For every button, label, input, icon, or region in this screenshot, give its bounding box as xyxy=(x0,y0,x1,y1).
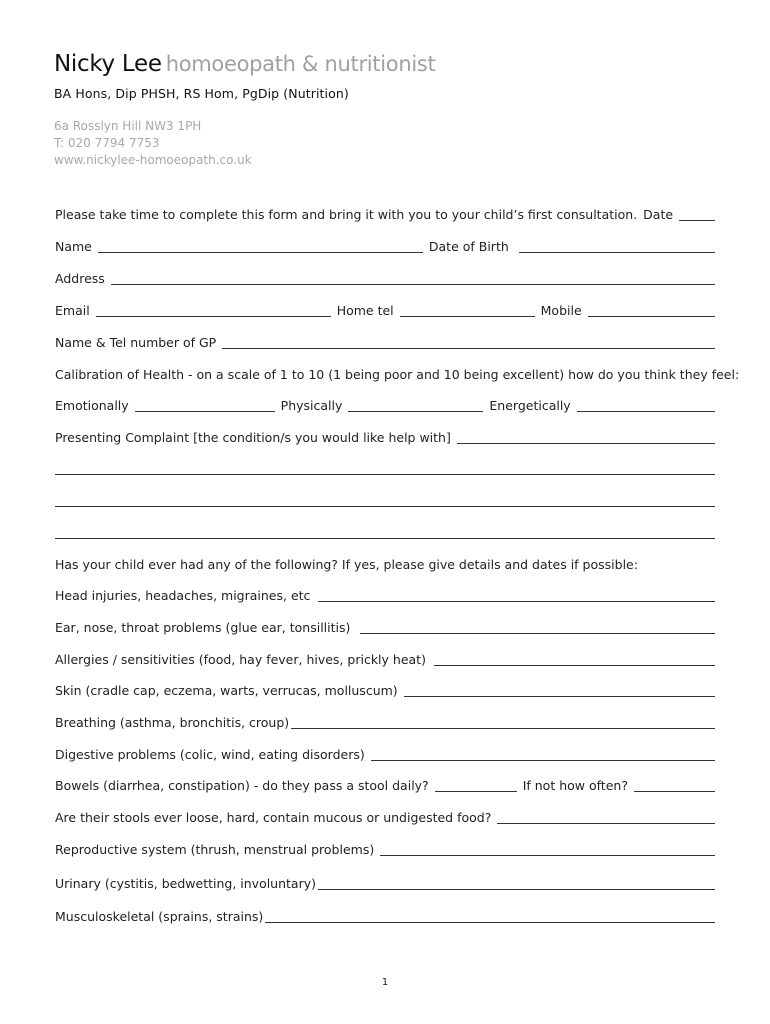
gp-field[interactable] xyxy=(222,336,715,349)
head-field[interactable] xyxy=(318,589,715,602)
form-intro: Please take time to complete this form and bring it with you to your child’s first consultation. xyxy=(55,207,638,222)
practice-telephone: T: 020 7794 7753 xyxy=(54,136,160,150)
skin-row xyxy=(55,683,715,699)
energetically-field[interactable] xyxy=(577,399,715,412)
digestive-field[interactable] xyxy=(371,748,715,761)
date-label: Date xyxy=(643,207,674,222)
stools-field[interactable] xyxy=(497,811,715,824)
complaint-field[interactable] xyxy=(457,431,715,444)
physically-label: Physically xyxy=(280,398,343,413)
complaint-line-2 xyxy=(55,462,715,477)
energetically-label: Energetically xyxy=(489,398,571,413)
digestive-row xyxy=(55,747,715,763)
urinary-field[interactable] xyxy=(318,877,715,890)
ent-field[interactable] xyxy=(360,621,715,634)
address-label: Address xyxy=(55,271,105,286)
qualifications: BA Hons, Dip PHSH, RS Hom, PgDip (Nutrition) xyxy=(54,86,349,101)
dob-field[interactable] xyxy=(519,240,715,253)
practitioner-profession: homoeopath & nutritionist xyxy=(165,52,436,76)
mobile-field[interactable] xyxy=(588,304,715,317)
letterhead xyxy=(54,48,435,169)
physically-field[interactable] xyxy=(348,399,483,412)
page-number: 1 xyxy=(381,977,389,988)
emotionally-label: Emotionally xyxy=(55,398,129,413)
calibration-text: Calibration of Health - on a scale of 1 to 10 (1 being poor and 10 being excellent) how do you think they feel: xyxy=(55,367,740,382)
complaint-field-4[interactable] xyxy=(55,526,715,539)
digestive-label: Digestive problems (colic, wind, eating disorders) xyxy=(55,747,365,762)
history-intro: Has your child ever had any of the following? If yes, please give details and dates if possible: xyxy=(55,557,638,572)
name-field[interactable] xyxy=(98,240,423,253)
urinary-row xyxy=(55,876,715,892)
bowels-row xyxy=(55,778,715,794)
complaint-line-3 xyxy=(55,494,715,509)
breathing-row xyxy=(55,715,715,731)
mobile-label: Mobile xyxy=(540,303,582,318)
reproductive-label: Reproductive system (thrush, menstrual problems) xyxy=(55,842,375,857)
home-tel-field[interactable] xyxy=(400,304,535,317)
contact-row xyxy=(55,303,715,319)
practice-website: www.nickylee-homoeopath.co.uk xyxy=(54,153,252,167)
breathing-label: Breathing (asthma, bronchitis, croup) xyxy=(55,715,290,730)
complaint-field-3[interactable] xyxy=(55,494,715,507)
letterhead-title xyxy=(54,48,435,82)
emotionally-field[interactable] xyxy=(135,399,275,412)
how-often-field[interactable] xyxy=(634,779,715,792)
allergies-field[interactable] xyxy=(434,653,715,666)
address-row xyxy=(55,271,715,287)
skin-field[interactable] xyxy=(404,684,715,697)
history-intro-row xyxy=(55,557,715,573)
contact-details xyxy=(54,118,435,169)
musculo-label: Musculoskeletal (sprains, strains) xyxy=(55,909,264,924)
email-label: Email xyxy=(55,303,90,318)
home-tel-label: Home tel xyxy=(336,303,394,318)
intro-row xyxy=(55,207,715,223)
dob-label: Date of Birth xyxy=(428,239,509,254)
date-field[interactable] xyxy=(679,208,715,221)
complaint-line-4 xyxy=(55,526,715,541)
gp-row xyxy=(55,335,715,351)
practice-address: 6a Rosslyn Hill NW3 1PH xyxy=(54,119,202,133)
musculo-row xyxy=(55,909,715,925)
health-scale-row xyxy=(55,398,715,414)
calibration-row xyxy=(55,367,740,383)
head-label: Head injuries, headaches, migraines, etc xyxy=(55,588,311,603)
skin-label: Skin (cradle cap, eczema, warts, verrucas, molluscum) xyxy=(55,683,398,698)
name-label: Name xyxy=(55,239,92,254)
reproductive-row xyxy=(55,842,715,858)
practitioner-name: Nicky Lee xyxy=(54,51,162,77)
allergies-row xyxy=(55,652,715,668)
how-often-label: If not how often? xyxy=(522,778,628,793)
musculo-field[interactable] xyxy=(265,910,715,923)
complaint-label: Presenting Complaint [the condition/s you would like help with] xyxy=(55,430,451,445)
email-field[interactable] xyxy=(96,304,331,317)
ent-label: Ear, nose, throat problems (glue ear, tonsillitis) xyxy=(55,620,351,635)
breathing-field[interactable] xyxy=(291,716,715,729)
head-row xyxy=(55,588,715,604)
reproductive-field[interactable] xyxy=(380,843,715,856)
address-field[interactable] xyxy=(111,272,715,285)
bowels-label: Bowels (diarrhea, constipation) - do they pass a stool daily? xyxy=(55,778,429,793)
stools-row xyxy=(55,810,715,826)
stools-label: Are their stools ever loose, hard, contain mucous or undigested food? xyxy=(55,810,492,825)
gp-label: Name & Tel number of GP xyxy=(55,335,217,350)
bowels-field[interactable] xyxy=(435,779,517,792)
complaint-field-2[interactable] xyxy=(55,462,715,475)
allergies-label: Allergies / sensitivities (food, hay fever, hives, prickly heat) xyxy=(55,652,426,667)
complaint-row xyxy=(55,430,715,446)
ent-row xyxy=(55,620,715,636)
urinary-label: Urinary (cystitis, bedwetting, involuntary) xyxy=(55,876,317,891)
name-row xyxy=(55,239,715,255)
